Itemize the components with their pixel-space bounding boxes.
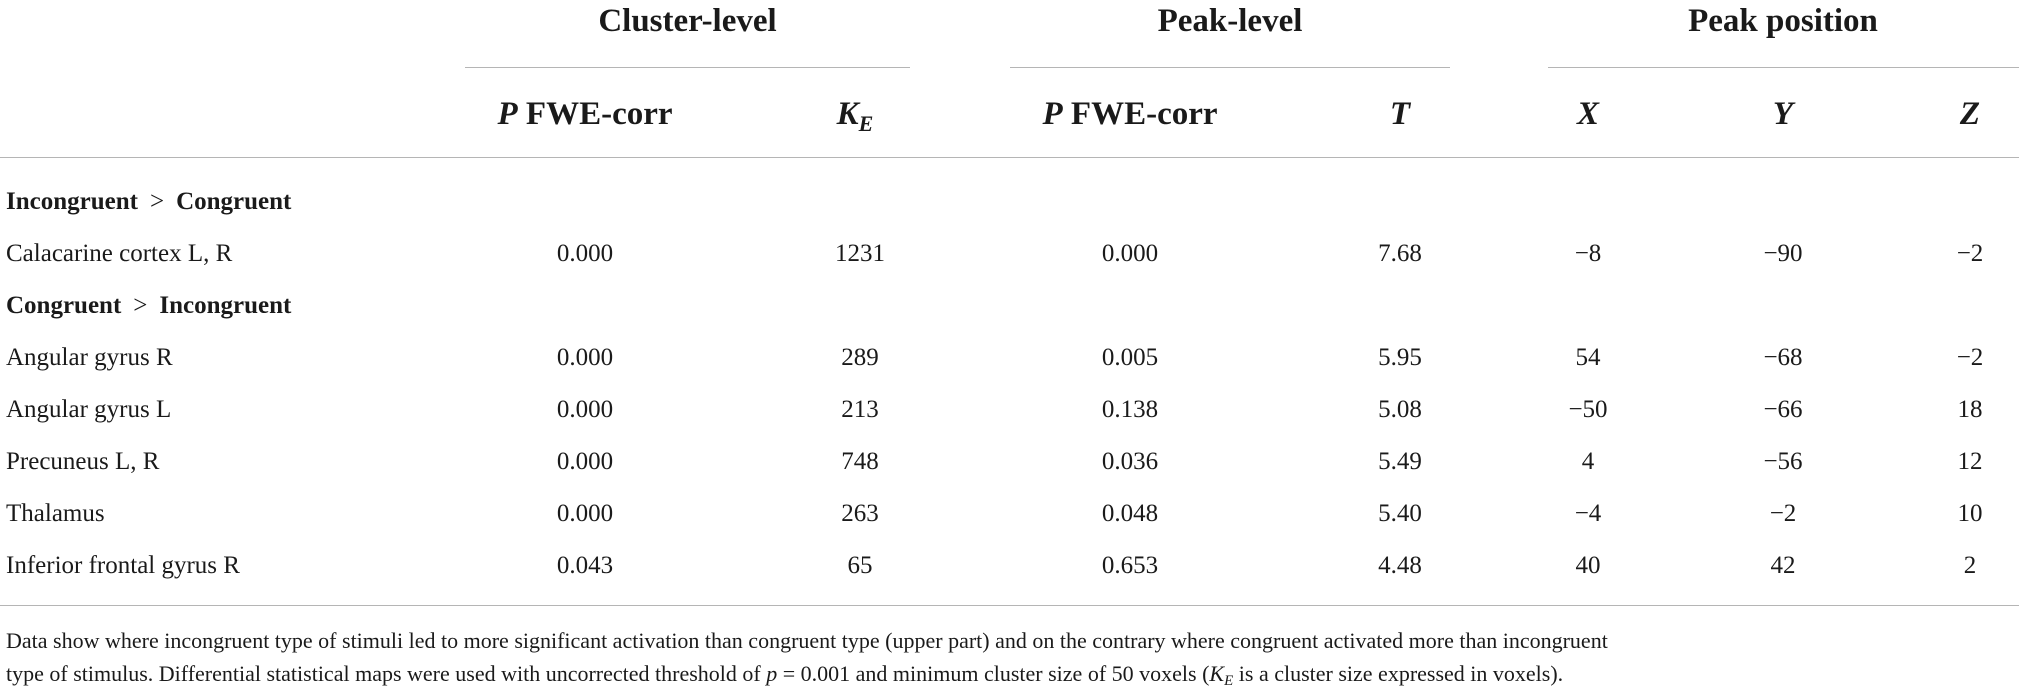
x-value: 40 — [1575, 552, 1601, 579]
t-value: 5.40 — [1378, 500, 1422, 527]
cluster-p-value: 0.000 — [556, 448, 614, 475]
footnote-ke-k: K — [1209, 661, 1225, 686]
group-header-cluster-level: Cluster-level — [598, 3, 777, 39]
z-value: −2 — [1956, 344, 1984, 371]
region-name: Inferior frontal gyrus R — [6, 552, 240, 579]
section-row-incongruent-gt-congruent — [0, 176, 2019, 228]
table-footnote — [6, 624, 2011, 698]
section-label — [6, 176, 291, 228]
cluster-p-value: 0.043 — [556, 552, 614, 579]
col-header-t: T — [1389, 96, 1411, 132]
cluster-p-value: 0.000 — [556, 500, 614, 527]
table-row — [0, 332, 2019, 384]
table-row — [0, 540, 2019, 592]
footnote-p-symbol: p — [766, 661, 778, 686]
col-header-y: Y — [1772, 96, 1794, 132]
z-value: 18 — [1957, 396, 1983, 423]
region-name: Calacarine cortex L, R — [6, 240, 233, 267]
header-bottom-rule — [0, 157, 2019, 158]
x-value: 54 — [1575, 344, 1601, 371]
table-row — [0, 228, 2019, 280]
group-header-peak-position: Peak position — [1688, 3, 1878, 39]
col-header-p-symbol: P — [497, 96, 518, 132]
t-value: 4.48 — [1378, 552, 1422, 579]
z-value: 10 — [1957, 500, 1983, 527]
section-left-term: Congruent — [6, 292, 122, 319]
section-operator: > — [149, 188, 165, 215]
table-row — [0, 488, 2019, 540]
y-value: −66 — [1763, 396, 1803, 423]
x-value: −4 — [1574, 500, 1602, 527]
peak-p-value: 0.005 — [1101, 344, 1159, 371]
group-rule-position — [1548, 67, 2019, 68]
region-name: Angular gyrus L — [6, 396, 172, 423]
col-header-ke — [780, 92, 930, 136]
section-operator: > — [133, 292, 148, 319]
peak-p-value: 0.048 — [1101, 500, 1159, 527]
footnote-line-2 — [6, 657, 2011, 698]
footnote-text: is a cluster size expressed in voxels). — [1233, 661, 1564, 686]
group-rule-cluster — [465, 67, 910, 68]
col-header-ke-sub: E — [858, 111, 874, 136]
table-bottom-rule — [0, 605, 2019, 606]
cluster-p-value: 0.000 — [556, 240, 614, 267]
ke-value: 65 — [847, 552, 873, 579]
t-value: 7.68 — [1378, 240, 1422, 267]
col-header-fwe-corr: FWE-corr — [517, 96, 673, 132]
group-header-peak-level: Peak-level — [1157, 3, 1303, 39]
peak-p-value: 0.000 — [1101, 240, 1159, 267]
section-row-congruent-gt-incongruent — [0, 280, 2019, 332]
y-value: 42 — [1770, 552, 1796, 579]
col-header-cluster-p-fwe — [465, 92, 705, 136]
region-name: Angular gyrus R — [6, 344, 173, 371]
y-value: −90 — [1763, 240, 1803, 267]
ke-value: 1231 — [835, 240, 885, 267]
col-header-peak-p-fwe — [1010, 92, 1250, 136]
footnote-ke-sub: E — [1224, 673, 1234, 689]
t-value: 5.49 — [1378, 448, 1422, 475]
footnote-text: = 0.001 and minimum cluster size of 50 voxels ( — [777, 661, 1210, 686]
group-rule-peak — [1010, 67, 1450, 68]
ke-value: 263 — [841, 500, 879, 527]
section-label — [6, 280, 291, 332]
table-row — [0, 436, 2019, 488]
ke-value: 213 — [841, 396, 879, 423]
t-value: 5.08 — [1378, 396, 1422, 423]
x-value: −50 — [1568, 396, 1608, 423]
t-value: 5.95 — [1378, 344, 1422, 371]
table-row — [0, 384, 2019, 436]
footnote-text: type of stimulus. Differential statistical maps were used with uncorrected threshold of — [6, 661, 767, 686]
x-value: −8 — [1574, 240, 1602, 267]
ke-value: 748 — [841, 448, 879, 475]
region-name: Precuneus L, R — [6, 448, 160, 475]
z-value: 12 — [1957, 448, 1983, 475]
y-value: −2 — [1769, 500, 1797, 527]
col-header-z: Z — [1959, 96, 1981, 132]
x-value: 4 — [1581, 448, 1595, 475]
cluster-p-value: 0.000 — [556, 344, 614, 371]
section-right-term: Congruent — [176, 188, 292, 215]
col-header-ke-k: K — [836, 96, 859, 132]
region-name: Thalamus — [6, 500, 105, 527]
z-value: 2 — [1963, 552, 1977, 579]
peak-p-value: 0.138 — [1101, 396, 1159, 423]
y-value: −56 — [1763, 448, 1803, 475]
z-value: −2 — [1956, 240, 1984, 267]
ke-value: 289 — [841, 344, 879, 371]
y-value: −68 — [1763, 344, 1803, 371]
col-header-p-symbol: P — [1042, 96, 1063, 132]
col-header-x: X — [1576, 96, 1599, 132]
footnote-line-1: Data show where incongruent type of stimuli led to more significant activation than congruent type (upper part) and on the contrary where congruent activated more than incongruent — [6, 628, 1608, 653]
section-left-term: Incongruent — [6, 188, 138, 215]
section-right-term: Incongruent — [159, 292, 292, 319]
peak-p-value: 0.036 — [1101, 448, 1159, 475]
col-header-fwe-corr: FWE-corr — [1062, 96, 1218, 132]
cluster-p-value: 0.000 — [556, 396, 614, 423]
peak-p-value: 0.653 — [1101, 552, 1159, 579]
